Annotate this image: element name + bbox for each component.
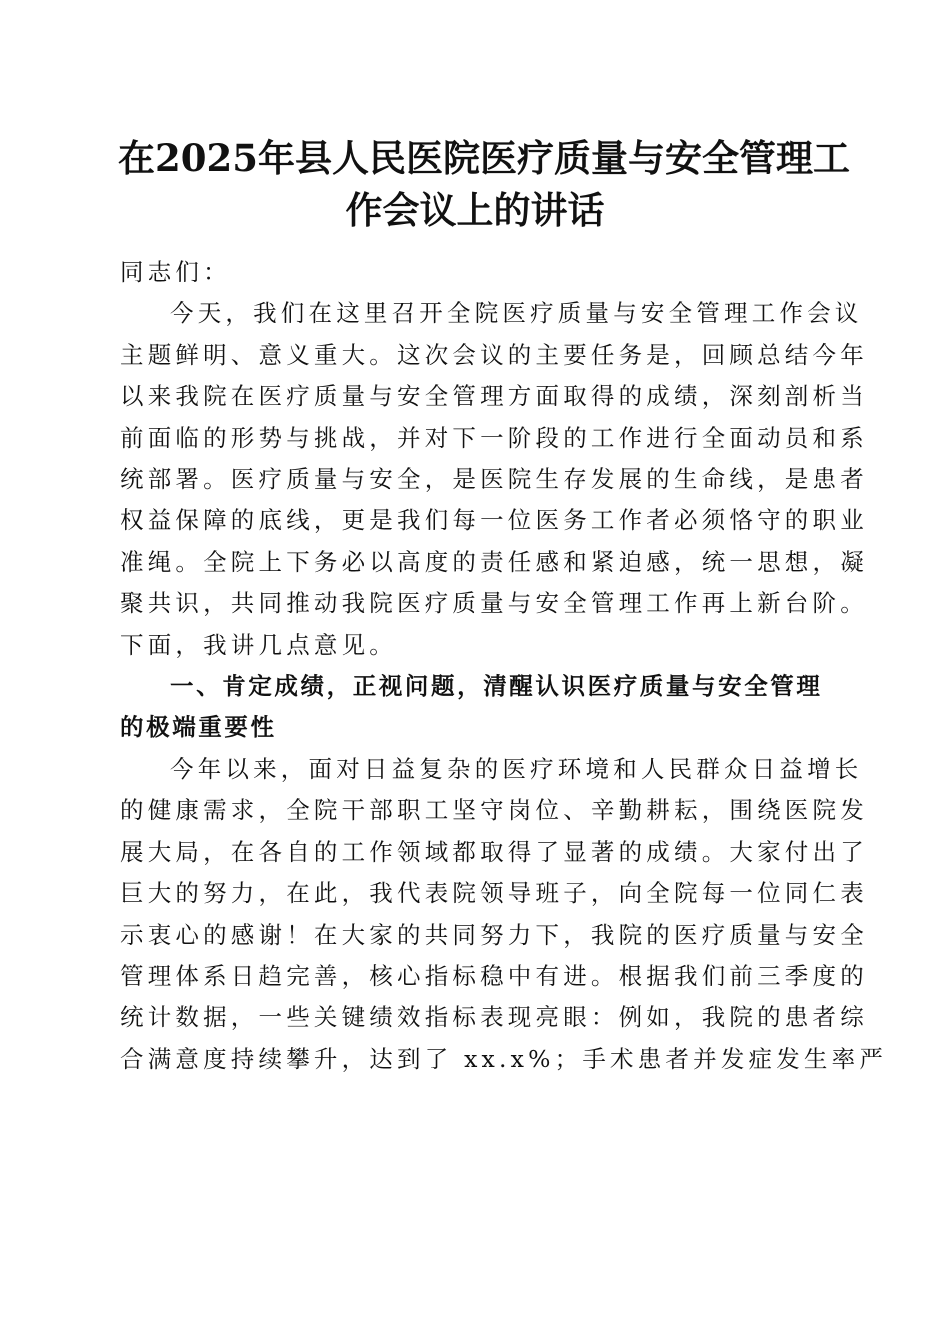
paragraph-line: 主题鲜明、意义重大。这次会议的主要任务是，回顾总结今年	[120, 340, 868, 369]
title-line: 在2025年县人民医院医疗质量与安全管理工	[118, 136, 850, 180]
title-line: 作会议上的讲话	[345, 188, 605, 232]
paragraph-line: 统计数据，一些关键绩效指标表现亮眼：例如，我院的患者综	[120, 1003, 868, 1032]
paragraph-line: 示衷心的感谢！在大家的共同努力下，我院的医疗质量与安全	[120, 920, 868, 949]
paragraph-line: 今年以来，面对日益复杂的医疗环境和人民群众日益增长	[170, 754, 863, 783]
paragraph-line: 统部署。医疗质量与安全，是医院生存发展的生命线，是患者	[120, 465, 868, 494]
paragraph-line: 展大局，在各自的工作领域都取得了显著的成绩。大家付出了	[120, 837, 868, 866]
salutation: 同志们：	[120, 258, 231, 286]
paragraph-line: 聚共识，共同推动我院医疗质量与安全管理工作再上新台阶。	[120, 589, 868, 618]
paragraph-line: 权益保障的底线，更是我们每一位医务工作者必须恪守的职业	[120, 506, 868, 535]
section-heading: 一、肯定成绩，正视问题，清醒认识医疗质量与安全管理	[170, 672, 823, 701]
section-heading: 的极端重要性	[120, 713, 277, 742]
paragraph-line: 下面，我讲几点意见。	[120, 630, 397, 659]
paragraph-line: 以来我院在医疗质量与安全管理方面取得的成绩，深刻剖析当	[120, 382, 868, 411]
paragraph-line: 管理体系日趋完善，核心指标稳中有进。根据我们前三季度的	[120, 961, 868, 990]
paragraph-line: 今天，我们在这里召开全院医疗质量与安全管理工作会议	[170, 299, 863, 328]
paragraph-line: 准绳。全院上下务必以高度的责任感和紧迫感，统一思想，凝	[120, 547, 868, 576]
document-title	[118, 132, 850, 236]
paragraph-line: 的健康需求，全院干部职工坚守岗位、辛勤耕耘，围绕医院发	[120, 796, 868, 825]
paragraph-line: 合满意度持续攀升，达到了 xx.x%；手术患者并发症发生率严	[120, 1044, 888, 1073]
paragraph-line: 巨大的努力，在此，我代表院领导班子，向全院每一位同仁表	[120, 879, 868, 908]
document-body	[120, 252, 888, 1080]
paragraph-line: 前面临的形势与挑战，并对下一阶段的工作进行全面动员和系	[120, 423, 868, 452]
